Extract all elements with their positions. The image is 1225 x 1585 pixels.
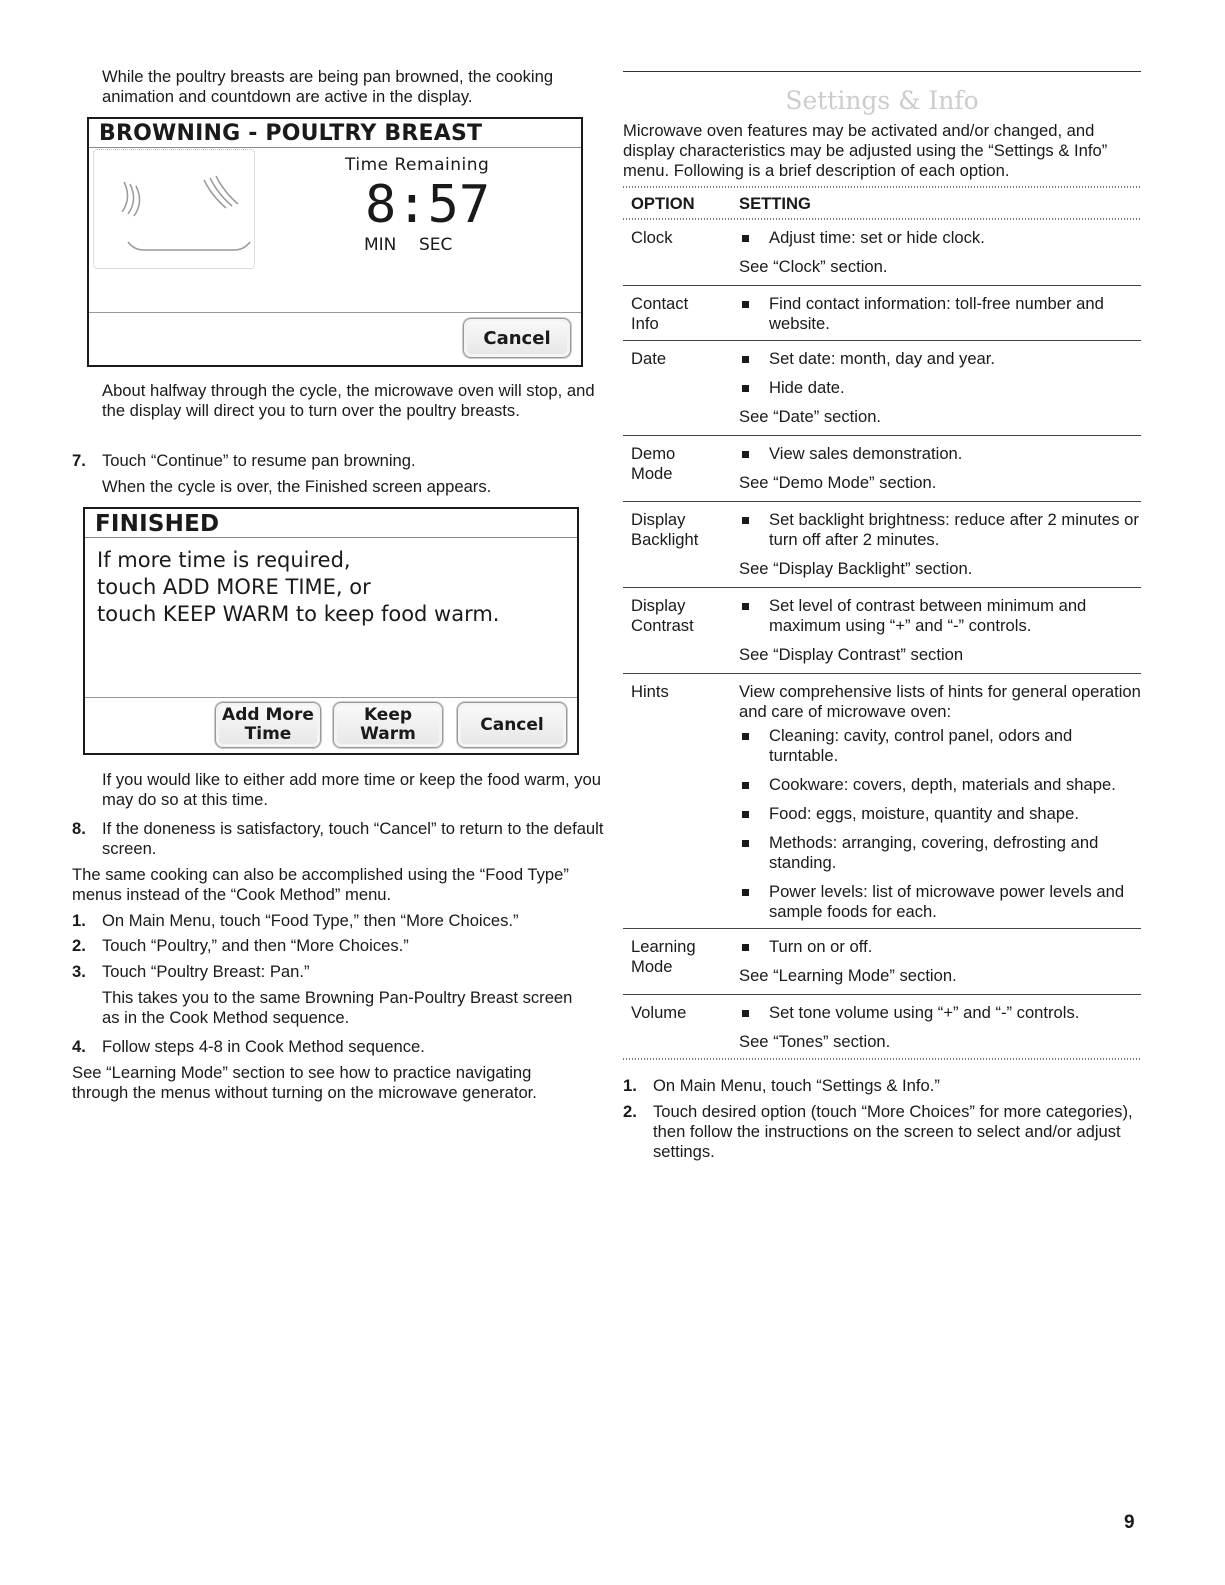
option-name (623, 436, 739, 502)
page-number: 9 (1124, 1512, 1135, 1533)
add-more-time-line2: Time (244, 724, 292, 744)
option-name (623, 929, 739, 995)
screen-divider (85, 697, 577, 698)
keep-warm-line2: Warm (360, 724, 416, 744)
cancel-button[interactable]: Cancel (463, 318, 571, 358)
option-name: Clock (631, 228, 673, 247)
step-7-number: 7. (72, 451, 86, 470)
option-row-learning (623, 929, 1141, 995)
closing-text: See “Learning Mode” section to see how to practice navigating through the menus without turning on the microwave generator. (72, 1063, 537, 1102)
header-setting: SETTING (739, 194, 811, 213)
finished-line-1: If more time is required, (97, 548, 351, 572)
after-finished-text: If you would like to either add more time or keep the food warm, you may do so at this time. (102, 770, 601, 809)
option-bullet: Hide date. (739, 378, 1141, 398)
halfway-text: About halfway through the cycle, the microwave oven will stop, and the display will direct you to turn over the poultry breasts. (102, 381, 595, 420)
section-title: Settings & Info (785, 86, 979, 115)
option-row-hints (623, 674, 1141, 929)
ft-step-3-text: Touch “Poultry Breast: Pan.” (102, 962, 310, 981)
option-row-demo (623, 436, 1141, 502)
ft-step-2-text: Touch “Poultry,” and then “More Choices.” (102, 936, 409, 955)
table-bottom-rule (623, 1058, 1141, 1060)
option-name (623, 502, 739, 588)
min-label: MIN (364, 235, 397, 255)
option-bullet: Set backlight brightness: reduce after 2 minutes or turn off after 2 minutes. (739, 510, 1141, 550)
settings-step-1-number: 1. (623, 1076, 637, 1095)
option-bullet: Power levels: list of microwave power levels and sample foods for each. (739, 882, 1141, 922)
food-type-intro: The same cooking can also be accomplished using the “Food Type” menus instead of the “Cook Method” menu. (72, 865, 569, 904)
option-name (623, 286, 739, 341)
step-8-text: If the doneness is satisfactory, touch “Cancel” to return to the default screen. (102, 819, 604, 858)
option-bullet: Methods: arranging, covering, defrosting and standing. (739, 833, 1141, 873)
browning-screen (87, 117, 583, 367)
option-row-contact (623, 286, 1141, 341)
cooking-animation-icon (93, 149, 255, 269)
finished-screen-title: FINISHED (85, 509, 577, 538)
finished-line-3: touch KEEP WARM to keep food warm. (97, 602, 500, 626)
settings-step-1 (623, 1076, 1133, 1096)
ft-step-3-number: 3. (72, 962, 86, 981)
option-row-clock (623, 220, 1141, 286)
step-8-number: 8. (72, 819, 86, 838)
option-see: See “Learning Mode” section. (739, 966, 957, 985)
option-name-text: Display Backlight (631, 510, 699, 549)
option-name: Volume (623, 995, 739, 1059)
ft-step-3-sub: This takes you to the same Browning Pan-Poultry Breast screen as in the Cook Method sequence. (102, 988, 573, 1027)
option-bullet: Cleaning: cavity, control panel, odors and turntable. (739, 726, 1141, 766)
option-bullet: Food: eggs, moisture, quantity and shape. (739, 804, 1141, 824)
option-bullet: Turn on or off. (739, 937, 1141, 957)
option-see: See “Display Backlight” section. (739, 559, 973, 578)
ft-step-4 (72, 1037, 622, 1057)
option-name (623, 588, 739, 674)
finished-cancel-button[interactable]: Cancel (457, 702, 567, 748)
option-bullet: Adjust time: set or hide clock. (739, 228, 1141, 248)
option-name-text: Display Contrast (631, 596, 694, 635)
ft-step-4-text: Follow steps 4-8 in Cook Method sequence. (102, 1037, 425, 1056)
option-name: Date (623, 341, 739, 436)
screen-divider (89, 312, 581, 313)
settings-step-2-text: Touch desired option (touch “More Choices” for more categories), then follow the instructions on the screen to select and/or adjust settings. (653, 1102, 1133, 1161)
finished-message (97, 547, 500, 628)
option-bullet: Find contact information: toll-free number and website. (739, 294, 1141, 334)
step-8 (72, 819, 622, 859)
option-name-text: Demo Mode (631, 444, 676, 483)
option-name-text: Contact Info (631, 294, 689, 333)
ft-step-1-text: On Main Menu, touch “Food Type,” then “More Choices.” (102, 911, 519, 930)
browning-screen-title: BROWNING - POULTRY BREAST (89, 119, 581, 148)
ft-step-3 (72, 962, 622, 982)
time-remaining-label: Time Remaining (345, 155, 490, 175)
step-7-text: Touch “Continue” to resume pan browning. (102, 451, 416, 470)
option-bullet: Set tone volume using “+” and “-” controls. (739, 1003, 1141, 1023)
option-bullet: Cookware: covers, depth, materials and shape. (739, 775, 1141, 795)
header-option: OPTION (631, 194, 695, 213)
option-row-contrast (623, 588, 1141, 674)
countdown-time: 8:57 (365, 175, 491, 235)
option-bullet: Set level of contrast between minimum and maximum using “+” and “-” controls. (739, 596, 1141, 636)
ft-step-4-number: 4. (72, 1037, 86, 1056)
settings-step-2-number: 2. (623, 1102, 637, 1121)
hints-text: View comprehensive lists of hints for general operation and care of microwave oven: (739, 682, 1141, 721)
table-header (623, 188, 1141, 218)
finished-screen (83, 507, 579, 755)
option-bullet: View sales demonstration. (739, 444, 1141, 464)
settings-step-1-text: On Main Menu, touch “Settings & Info.” (653, 1076, 940, 1095)
options-table (623, 186, 1141, 1060)
ft-step-2-number: 2. (72, 936, 86, 955)
option-row-backlight (623, 502, 1141, 588)
option-row-date (623, 341, 1141, 436)
intro-text: While the poultry breasts are being pan browned, the cooking animation and countdown are active in the display. (102, 67, 554, 106)
ft-step-1-number: 1. (72, 911, 86, 930)
keep-warm-button[interactable] (333, 702, 443, 748)
ft-step-2 (72, 936, 622, 956)
option-name-text: Learning Mode (631, 937, 696, 976)
finished-line-2: touch ADD MORE TIME, or (97, 575, 371, 599)
option-see: See “Demo Mode” section. (739, 473, 937, 492)
option-see: See “Display Contrast” section (739, 645, 964, 664)
keep-warm-line1: Keep (363, 705, 413, 725)
add-more-time-button[interactable] (215, 702, 321, 748)
sec-label: SEC (419, 235, 453, 255)
option-see: See “Tones” section. (739, 1032, 891, 1051)
add-more-time-line1: Add More (222, 705, 314, 725)
section-rule (623, 71, 1141, 72)
settings-step-2 (623, 1102, 1133, 1162)
option-row-volume (623, 995, 1141, 1059)
step-7-sub: When the cycle is over, the Finished screen appears. (102, 477, 492, 496)
step-7 (72, 451, 622, 471)
option-bullet: Set date: month, day and year. (739, 349, 1141, 369)
settings-intro: Microwave oven features may be activated and/or changed, and display characteristics may be adjusted using the “Settings & Info” menu. Following is a brief description of each option. (623, 121, 1108, 180)
header-rule (623, 218, 1141, 220)
table-top-rule (623, 186, 1141, 188)
options-list (623, 220, 1141, 1058)
ft-step-1 (72, 911, 622, 931)
option-name: Hints (623, 674, 739, 929)
option-see: See “Clock” section. (739, 257, 888, 276)
option-see: See “Date” section. (739, 407, 882, 426)
